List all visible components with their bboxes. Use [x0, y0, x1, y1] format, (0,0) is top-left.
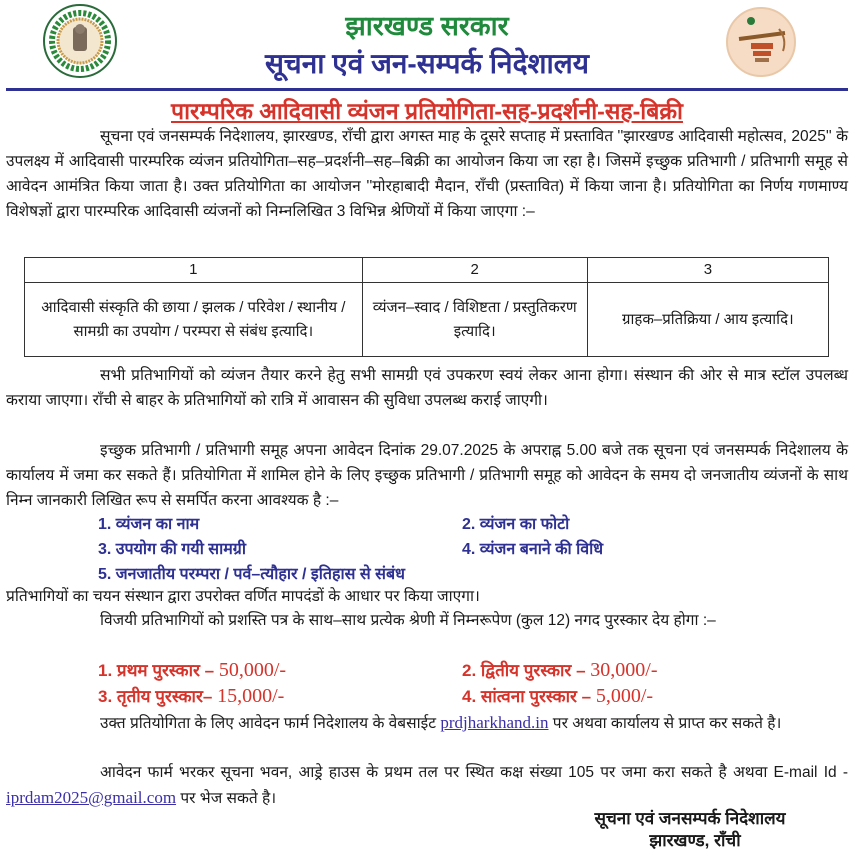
requirement-item: 4. व्यंजन बनाने की विधि [462, 541, 604, 558]
signature-office: सूचना एवं जनसम्पर्क निदेशालय [594, 809, 786, 828]
table-cell: व्यंजन–स्वाद / विशिष्टता / प्रस्तुतिकरण इत्यादि। [362, 283, 587, 357]
requirement-item: 1. व्यंजन का नाम [98, 516, 200, 533]
form-text-before: उक्त प्रतियोगिता के लिए आवेदन फार्म निदेशालय के वेबसाईट [100, 715, 441, 732]
prize-amount: 50,000/- [218, 659, 287, 681]
prize-label: 3. तृतीय पुरस्कार– [98, 687, 218, 706]
prize-intro-text: विजयी प्रतिभागियों को प्रशस्ति पत्र के साथ–साथ प्रत्येक श्रेणी में निम्नरूपेण (कुल 12) नगद पुरस्कार देय होगा :– [100, 612, 716, 629]
email-link[interactable]: iprdam2025@gmail.com [6, 788, 177, 807]
prize-item [462, 684, 653, 708]
prize-item [98, 684, 284, 708]
requirement-item: 3. उपयोग की गयी सामग्री [98, 541, 246, 558]
application-paragraph [6, 438, 848, 513]
requirement-item: 2. व्यंजन का फोटो [462, 516, 570, 533]
requirement-item: 5. जनजातीय परम्परा / पर्व–त्यौहार / इतिहास से संबंध [98, 566, 405, 583]
form-paragraph [6, 710, 848, 736]
prize-amount: 30,000/- [590, 659, 658, 681]
notice-title: पारम्परिक आदिवासी व्यंजन प्रतियोगिता-सह-प्रदर्शनी-सह-बिक्री [171, 98, 683, 124]
submit-text-after: पर भेज सकते है। [176, 790, 277, 807]
prize-label: 2. द्वितीय पुरस्कार – [462, 661, 591, 680]
submit-paragraph [6, 760, 848, 811]
submit-text-before: आवेदन फार्म भरकर सूचना भवन, आड्रे हाउस के प्रथम तल पर स्थित कक्ष संख्या 105 पर जमा करा सकते है अथवा E-mail Id - [100, 764, 848, 781]
table-cell: ग्राहक–प्रतिक्रिया / आय इत्यादि। [587, 283, 828, 357]
stall-text: सभी प्रतिभागियों को व्यंजन तैयार करने हेतु सभी सामग्री एवं उपकरण स्वयं लेकर आना होगा। संस्थान की ओर से मात्र स्टॉल उपलब्ध कराया जाएगा। राँची से बाहर के प्रतिभागियों को रात्रि में आवासन की सुविधा उपलब्ध कराई जाएगी। [6, 367, 848, 409]
stall-paragraph [6, 363, 848, 413]
prize-item [98, 658, 286, 682]
application-text: इच्छुक प्रतिभागी / प्रतिभागी समूह अपना आवेदन दिनांक 29.07.2025 के अपराह्न 5.00 बजे तक सूचना एवं जनसम्पर्क निदेशालय के कार्यालय में जमा कर सकते हैं। प्रतियोगिता में शामिल होने के लिए इच्छुक प्रतिभागी / प्रतिभागी समूह को आवेदन के समय दो जनजातीय व्यंजनों के साथ निम्न जानकारी लिखित रूप से समर्पित करना आवश्यक है :– [6, 442, 848, 509]
selection-text: प्रतिभागियों का चयन संस्थान द्वारा उपरोक्त वर्णित मापदंडों के आधार पर किया जाएगा। [6, 588, 480, 605]
table-row [25, 283, 829, 357]
table-header-cell: 3 [587, 258, 828, 283]
table-cell: आदिवासी संस्कृति की छाया / झलक / परिवेश / स्थानीय / सामग्री का उपयोग / परम्परा से संबंध इत्यादि। [25, 283, 363, 357]
department-title: सूचना एवं जन-सम्पर्क निदेशालय [265, 48, 589, 79]
table-header-row [25, 258, 829, 283]
prize-item [462, 658, 658, 682]
prize-amount: 5,000/- [595, 685, 654, 707]
intro-paragraph [6, 124, 848, 224]
prize-amount: 15,000/- [217, 685, 285, 707]
signature-location: झारखण्ड, राँची [649, 831, 741, 850]
website-link[interactable]: prdjharkhand.in [440, 713, 549, 732]
header-divider [6, 88, 848, 91]
categories-table [24, 257, 829, 357]
table-header-cell: 1 [25, 258, 363, 283]
prize-label: 4. सांत्वना पुरस्कार – [462, 687, 596, 706]
form-text-after: पर अथवा कार्यालय से प्राप्त कर सकते है। [548, 715, 782, 732]
table-header-cell: 2 [362, 258, 587, 283]
prize-label: 1. प्रथम पुरस्कार – [98, 661, 219, 680]
govt-title: झारखण्ड सरकार [345, 11, 509, 41]
intro-text: सूचना एवं जनसम्पर्क निदेशालय, झारखण्ड, राँची द्वारा अगस्त माह के दूसरे सप्ताह में प्रस्तावित ''झारखण्ड आदिवासी महोत्सव, 2025'' के उपलक्ष्य में आदिवासी पारम्परिक व्यंजन प्रतियोगिता–सह–प्रदर्शनी–सह–बिक्री का आयोजन किया जा रहा है। जिसमें इच्छुक प्रतिभागी / प्रतिभागी समूह से आवेदन आमंत्रित किया जाता है। उक्त प्रतियोगिता का आयोजन ''मोरहाबादी मैदान, राँची (प्रस्तावित) में किया जाना है। प्रतियोगिता का निर्णय गणमाण्य विशेषज्ञों द्वारा पारम्परिक आदिवासी व्यंजनों को निम्नलिखित 3 विभिन्न श्रेणियों में किया जाएगा :– [6, 128, 848, 220]
prize-intro-paragraph [6, 608, 848, 633]
